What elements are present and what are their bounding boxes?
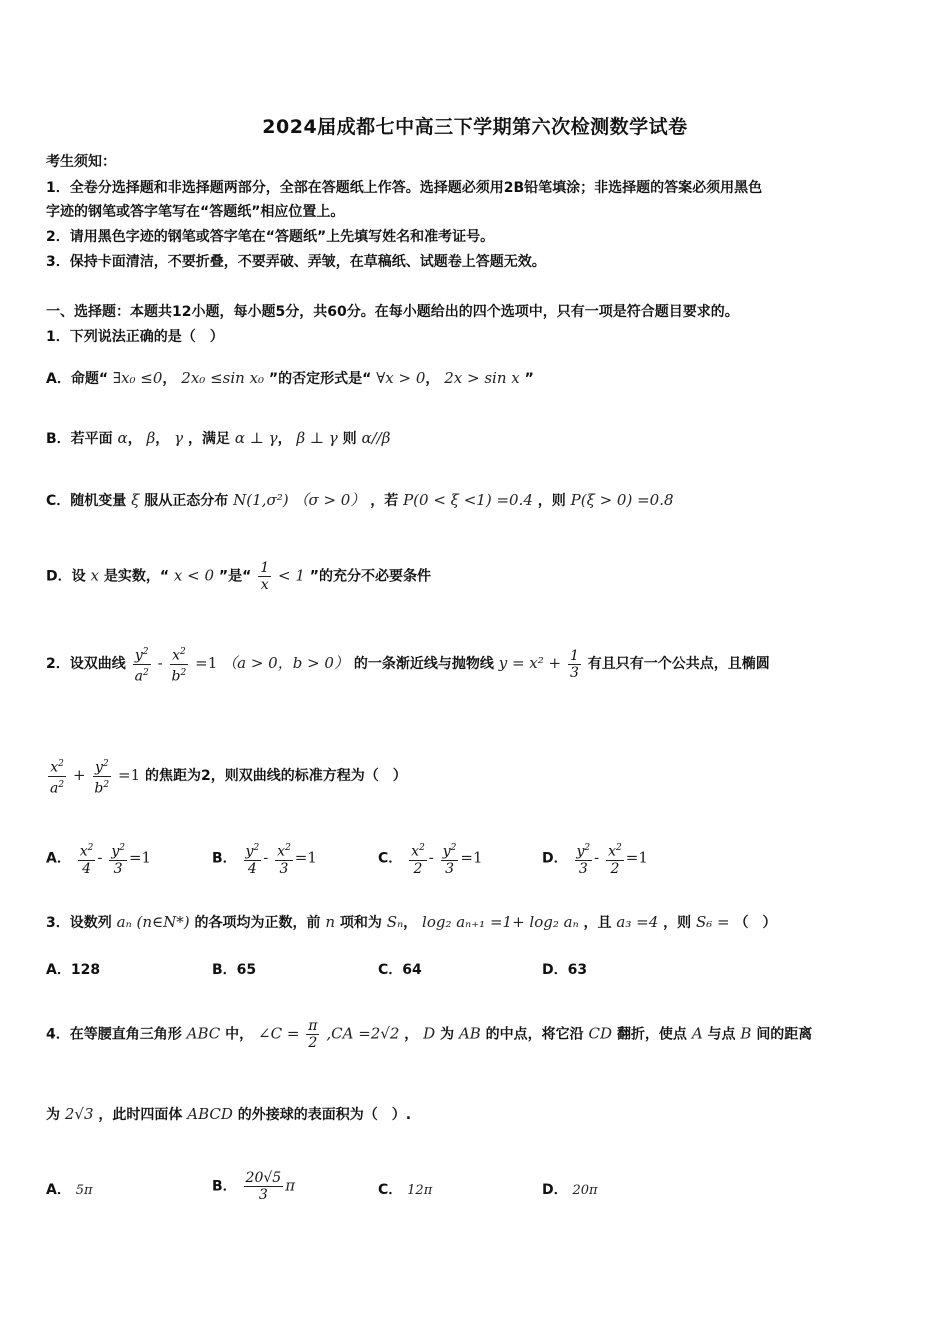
q1-a-label: A．命题“ bbox=[46, 371, 109, 387]
q4-frac-pi2: $\frac{\pi}{2}$ bbox=[308, 1018, 318, 1051]
q1-c-prob1: P(0 < ξ <1) =0.4 bbox=[403, 491, 533, 509]
q1-option-a: A．命题“ ∃x₀ ≤0， 2x₀ ≤sin x₀ ”的否定形式是“ ∀x > 0， 2x > sin x ” bbox=[46, 369, 534, 387]
q1-option-c bbox=[46, 490, 674, 511]
q1-d-mid1: 是实数，“ bbox=[103, 568, 170, 585]
q2-option-c: C． $\frac{x^2}{2}$ - $\frac{y^2}{3}$ =1 bbox=[378, 840, 483, 877]
section-heading: 一、选择题：本题共12小题，每小题5分，共60分。在每小题给出的四个选项中，只有一项是符合题目要求的。 bbox=[46, 304, 739, 320]
q1-d-mid2: ”是“ bbox=[218, 568, 252, 585]
q4-option-c: C． 12π bbox=[378, 1182, 433, 1198]
q1-c-prob2: P(ξ > 0) =0.8 bbox=[570, 491, 674, 509]
q1-a-math2: 2x₀ ≤sin x₀ bbox=[181, 369, 265, 387]
q2-frac-x2b2: $\frac{x^2}{b^2}$ bbox=[170, 644, 189, 684]
q1-b-then: 则 bbox=[342, 431, 357, 447]
q1-b-beta: β bbox=[146, 429, 156, 447]
q1-b-mid: ，满足 bbox=[187, 431, 230, 447]
q1-d-label: D．设 bbox=[46, 568, 86, 585]
q2-frac-y2a2: $\frac{y^2}{a^2}$ bbox=[133, 644, 151, 684]
q3-option-a: A．128 bbox=[46, 962, 101, 978]
q3-log: log₂ aₙ₊₁ =1+ log₂ aₙ bbox=[422, 913, 579, 931]
q1-d-end: ”的充分不必要条件 bbox=[309, 568, 431, 585]
q1-b-gamma: γ bbox=[174, 429, 184, 447]
q1-a-end: ” bbox=[524, 371, 534, 387]
notice-item-1: 1．全卷分选择题和非选择题两部分，全部在答题纸上作答。选择题必须用2B铅笔填涂；非选择题的答案必须用黑色 bbox=[46, 180, 763, 196]
q1-b-math6: α//β bbox=[361, 429, 391, 447]
q1-b-label: B．若平面 bbox=[46, 431, 113, 447]
q2-frac-y2b2: $\frac{y^2}{b^2}$ bbox=[92, 756, 111, 796]
q3-option-c: C．64 bbox=[378, 962, 422, 978]
notice-item-2: 2．请用黑色字迹的钢笔或答字笔在“答题纸”上先填写姓名和准考证号。 bbox=[46, 229, 495, 245]
q4-stem: 4．在等腰直角三角形 ABC 中， ∠C = $\frac{\pi}{2}$ ,CA =2√2 ， D 为 AB 的中点，将它沿 CD 翻折，使点 A 与点 B 间的距离 bbox=[46, 1018, 813, 1051]
q2-stem-d: 的焦距为2，则双曲线的标准方程为（ ） bbox=[145, 768, 407, 785]
q2-stem-c: 有且只有一个公共点，且椭圆 bbox=[587, 656, 770, 673]
q4-option-b: B． $\frac{20√5}{3}$ π bbox=[212, 1170, 296, 1203]
q1-d-x: x bbox=[90, 566, 99, 585]
q3-option-b: B．65 bbox=[212, 962, 257, 978]
q1-a-math3: ∀x > 0 bbox=[376, 369, 426, 387]
q2-parabola: y = x² + bbox=[498, 654, 562, 673]
q2-cond: （a > 0，b > 0） bbox=[222, 654, 349, 673]
q1-c-mid1: 服从正态分布 bbox=[144, 493, 229, 509]
q2-option-b: B． $\frac{y^2}{4}$ - $\frac{x^2}{3}$ =1 bbox=[212, 840, 317, 877]
q2-stem-a: 2．设双曲线 bbox=[46, 656, 126, 673]
q2-plus: + bbox=[72, 766, 86, 785]
q1-c-mid2: ，若 bbox=[370, 493, 399, 509]
q1-d-cond1: x < 0 bbox=[173, 566, 215, 585]
q1-option-b: B．若平面 α， β， γ ，满足 α ⊥ γ， β ⊥ γ 则 α//β bbox=[46, 429, 391, 447]
q1-b-math4: α ⊥ γ bbox=[234, 429, 278, 447]
q1-a-math1: ∃x₀ ≤0 bbox=[112, 369, 163, 387]
q4-stem-cont: 为 2√3 ，此时四面体 ABCD 的外接球的表面积为（ ）. bbox=[46, 1105, 412, 1123]
q2-minus: - bbox=[157, 654, 163, 673]
q3-seq: aₙ bbox=[116, 913, 132, 931]
page-title: 2024届成都七中高三下学期第六次检测数学试卷 bbox=[262, 116, 688, 138]
q1-b-math5: β ⊥ γ bbox=[296, 429, 338, 447]
q2-stem-b: 的一条渐近线与抛物线 bbox=[353, 656, 494, 673]
q3-stem: 3．设数列 aₙ (n∈N*) 的各项均为正数，前 n 项和为 Sₙ， log₂ aₙ₊₁ =1+ log₂ aₙ ，且 a₃ =4 ，则 S₆ = （ ） bbox=[46, 913, 777, 931]
q2-frac-x2a2: $\frac{x^2}{a^2}$ bbox=[48, 756, 66, 796]
notice-heading: 考生须知： bbox=[46, 154, 116, 170]
q2-option-a: A． $\frac{x^2}{4}$ - $\frac{y^2}{3}$ =1 bbox=[46, 840, 151, 877]
q1-c-label: C．随机变量 bbox=[46, 493, 127, 509]
q1-a-math4: 2x > sin x bbox=[444, 369, 520, 387]
q4-option-d: D． 20π bbox=[542, 1182, 598, 1198]
notice-item-1-cont: 字迹的钢笔或答字笔写在“答题纸”相应位置上。 bbox=[46, 204, 345, 220]
q1-stem: 1．下列说法正确的是（ ） bbox=[46, 329, 224, 345]
q1-a-mid: ”的否定形式是“ bbox=[268, 371, 372, 387]
q1-d-fraction: $\frac{1}{x}$ bbox=[260, 560, 270, 593]
q2-frac-13: $\frac{1}{3}$ bbox=[569, 647, 579, 681]
q2-eq1-b: =1 bbox=[118, 766, 141, 785]
q3-option-d: D．63 bbox=[542, 962, 588, 978]
notice-item-3: 3．保持卡面清洁，不要折叠，不要弄破、弄皱，在草稿纸、试题卷上答题无效。 bbox=[46, 254, 546, 270]
q2-stem-cont bbox=[46, 756, 407, 796]
q1-c-sigma: （σ > 0） bbox=[293, 491, 366, 509]
q2-eq1: =1 bbox=[195, 654, 218, 673]
q1-c-normal: N(1,σ²) bbox=[233, 491, 289, 509]
q1-d-cond2: < 1 bbox=[277, 566, 305, 585]
q2-stem bbox=[46, 644, 770, 684]
q1-option-d bbox=[46, 560, 431, 593]
q3-cond: (n∈N*) bbox=[136, 913, 190, 931]
q2-option-d: D． $\frac{y^2}{3}$ - $\frac{x^2}{2}$ =1 bbox=[542, 840, 648, 877]
q1-b-alpha: α bbox=[117, 429, 128, 447]
q4-option-a: A． 5π bbox=[46, 1182, 93, 1198]
q1-c-mid3: ，则 bbox=[537, 493, 566, 509]
q1-c-xi: ξ bbox=[131, 491, 140, 509]
